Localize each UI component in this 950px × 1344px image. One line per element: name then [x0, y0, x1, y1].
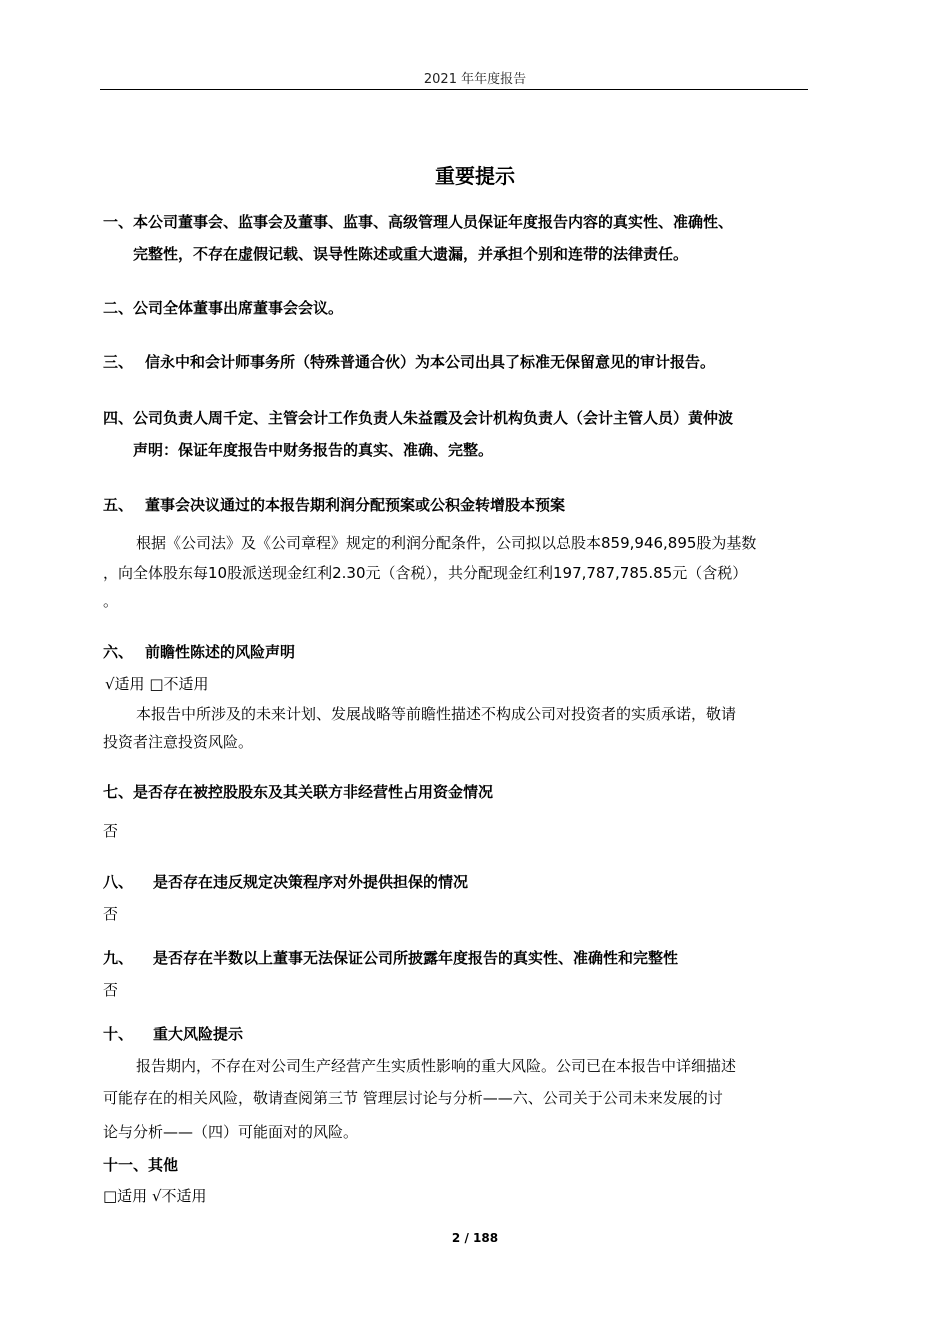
section-2 [103, 298, 343, 318]
section-10-para-2: 可能存在的相关风险，敬请查阅第三节 管理层讨论与分析——六、公司关于公司未来发展的讨 [103, 1089, 723, 1107]
section-8-heading [103, 872, 468, 892]
section-9-heading [103, 948, 678, 968]
section-6-number: 六、 [103, 643, 134, 661]
section-5-para-3: 。 [103, 592, 119, 610]
section-6-para-1: 本报告中所涉及的未来计划、发展战略等前瞻性描述不构成公司对投资者的实质承诺，敬请 [136, 705, 737, 723]
section-6-heading [103, 642, 295, 662]
section-8-answer: 否 [103, 905, 119, 923]
section-4-text-2: 声明：保证年度报告中财务报告的真实、准确、完整。 [133, 441, 494, 459]
section-4-line-1 [103, 408, 733, 428]
section-3 [103, 352, 715, 372]
page-title: 重要提示 [435, 164, 515, 188]
section-10-title: 重大风险提示 [153, 1025, 244, 1043]
section-7-title: 是否存在被控股股东及其关联方非经营性占用资金情况 [133, 783, 494, 801]
section-11-options: □适用 √不适用 [103, 1187, 207, 1205]
section-10-para-1: 报告期内，不存在对公司生产经营产生实质性影响的重大风险。公司已在本报告中详细描述 [136, 1057, 737, 1075]
section-3-text: 信永中和会计师事务所（特殊普通合伙）为本公司出具了标准无保留意见的审计报告。 [145, 353, 716, 371]
section-9-answer: 否 [103, 981, 119, 999]
section-4-number: 四、 [103, 409, 134, 427]
section-1-number: 一、 [103, 213, 134, 231]
section-6-para-2: 投资者注意投资风险。 [103, 733, 254, 751]
section-5-title: 董事会决议通过的本报告期利润分配预案或公积金转增股本预案 [145, 496, 566, 514]
section-10-heading [103, 1024, 243, 1044]
section-6-title: 前瞻性陈述的风险声明 [145, 643, 296, 661]
section-10-para-3: 论与分析——（四）可能面对的风险。 [103, 1123, 359, 1141]
section-9-number: 九、 [103, 949, 134, 967]
section-3-number: 三、 [103, 353, 134, 371]
section-11-heading: 十一、其他 [103, 1156, 179, 1174]
section-2-text: 公司全体董事出席董事会会议。 [133, 299, 344, 317]
section-8-number: 八、 [103, 873, 134, 891]
report-header: 2021 年年度报告 [423, 72, 527, 87]
section-2-number: 二、 [103, 299, 134, 317]
section-4-text-1: 公司负责人周千定、主管会计工作负责人朱益霞及会计机构负责人（会计主管人员）黄仲波 [133, 409, 734, 427]
section-8-title: 是否存在违反规定决策程序对外提供担保的情况 [153, 873, 469, 891]
section-5-para-1: 根据《公司法》及《公司章程》规定的利润分配条件，公司拟以总股本859,946,895股为基数 [136, 534, 757, 552]
section-9-title: 是否存在半数以上董事无法保证公司所披露年度报告的真实性、准确性和完整性 [153, 949, 679, 967]
section-5-number: 五、 [103, 496, 134, 514]
section-7-answer: 否 [103, 822, 119, 840]
section-1-line-1 [103, 212, 733, 232]
section-7-number: 七、 [103, 783, 134, 801]
section-6-options: √适用 □不适用 [105, 675, 209, 693]
page-number: 2 / 188 [451, 1231, 499, 1245]
section-5-para-2: ，向全体股东每10股派送现金红利2.30元（含税），共分配现金红利197,787,785.85元（含税） [103, 564, 748, 582]
section-1-text-2: 完整性，不存在虚假记载、误导性陈述或重大遗漏，并承担个别和连带的法律责任。 [133, 245, 689, 263]
header-divider [100, 89, 808, 90]
section-1-text-1: 本公司董事会、监事会及董事、监事、高级管理人员保证年度报告内容的真实性、准确性、 [133, 213, 734, 231]
section-10-number: 十、 [103, 1025, 134, 1043]
section-7-heading [103, 782, 493, 802]
section-5-heading [103, 495, 565, 515]
